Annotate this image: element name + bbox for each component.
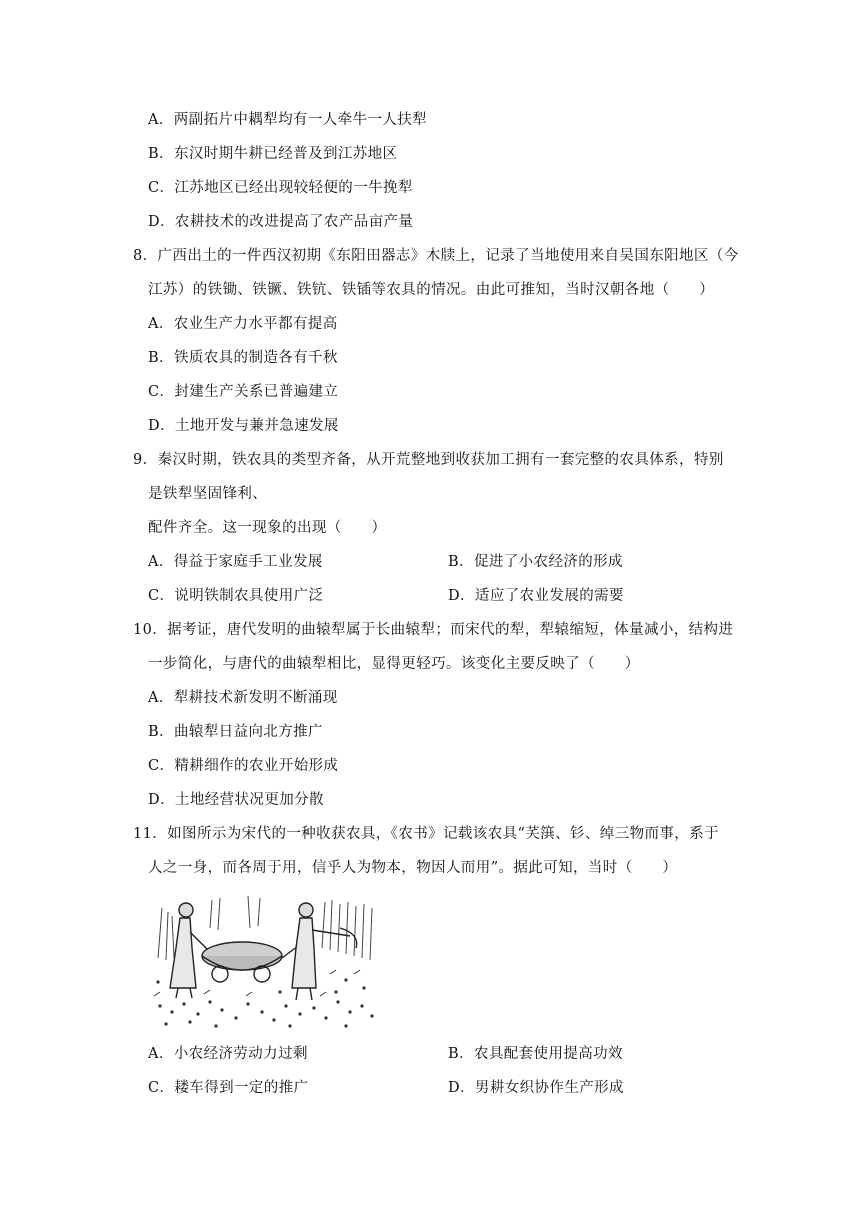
q9-option-b: B．促进了小农经济的形成: [448, 554, 623, 570]
option-d: D．农耕技术的改进提高了农产品亩产量: [148, 214, 414, 230]
q9-option-d: D．适应了农业发展的需要: [448, 588, 624, 604]
question-10-stem-line-1: 10．据考证，唐代发明的曲辕犁属于长曲辕犁；而宋代的犁，犁辕缩短，体量减小，结构进: [133, 622, 734, 638]
question-8-stem-line-2: 江苏）的铁锄、铁镢、铁钪、铁锸等农具的情况。由此可推知，当时汉朝各地（ ）: [148, 282, 715, 298]
harvest-tool-illustration: [150, 888, 380, 1030]
q11-option-a: A．小农经济劳动力过剩: [148, 1046, 308, 1062]
q8-option-d: D．土地开发与兼并急速发展: [148, 418, 339, 434]
q10-option-d: D．土地经营状况更加分散: [148, 792, 324, 808]
question-8-stem-line-1: 8．广西出土的一件西汉初期《东阳田器志》木牍上，记录了当地使用来自吴国东阳地区（今: [133, 248, 739, 264]
question-9-stem-line-2: 是铁犁坚固锋利、: [148, 486, 268, 502]
q11-option-b: B．农具配套使用提高功效: [448, 1046, 623, 1062]
option-a: A．两副拓片中耦犁均有一人牵牛一人扶犁: [148, 112, 428, 128]
q10-option-b: B．曲辕犁日益向北方推广: [148, 724, 323, 740]
question-11-stem-line-2: 人之一身，而各周于用，信乎人为物本，物因人而用”。据此可知，当时（ ）: [148, 860, 678, 876]
question-9-stem-line-1: 9．秦汉时期，铁农具的类型齐备，从开荒整地到收获加工拥有一套完整的农具体系，特别: [133, 452, 724, 468]
q10-option-a: A．犁耕技术新发明不断涌现: [148, 690, 338, 706]
question-10-stem-line-2: 一步简化，与唐代的曲辕犁相比，显得更轻巧。该变化主要反映了（ ）: [148, 656, 640, 672]
q8-option-b: B．铁质农具的制造各有千秋: [148, 350, 338, 366]
q11-option-c: C．耧车得到一定的推广: [148, 1080, 309, 1096]
q9-option-c: C．说明铁制农具使用广泛: [148, 588, 324, 604]
option-c: C．江苏地区已经出现较轻便的一牛挽犁: [148, 180, 413, 196]
question-11-stem-line-1: 11．如图所示为宋代的一种收获农具，《农书》记载该农具“芺篊、钐、绰三物而事，系于: [133, 826, 720, 842]
option-b: B．东汉时期牛耕已经普及到江苏地区: [148, 146, 398, 162]
q8-option-a: A．农业生产力水平都有提高: [148, 316, 338, 332]
q9-option-a: A．得益于家庭手工业发展: [148, 554, 323, 570]
q10-option-c: C．精耕细作的农业开始形成: [148, 758, 339, 774]
q11-option-d: D．男耕女织协作生产形成: [448, 1080, 624, 1096]
q8-option-c: C．封建生产关系已普遍建立: [148, 384, 339, 400]
question-9-stem-line-3: 配件齐全。这一现象的出现（ ）: [148, 520, 387, 536]
